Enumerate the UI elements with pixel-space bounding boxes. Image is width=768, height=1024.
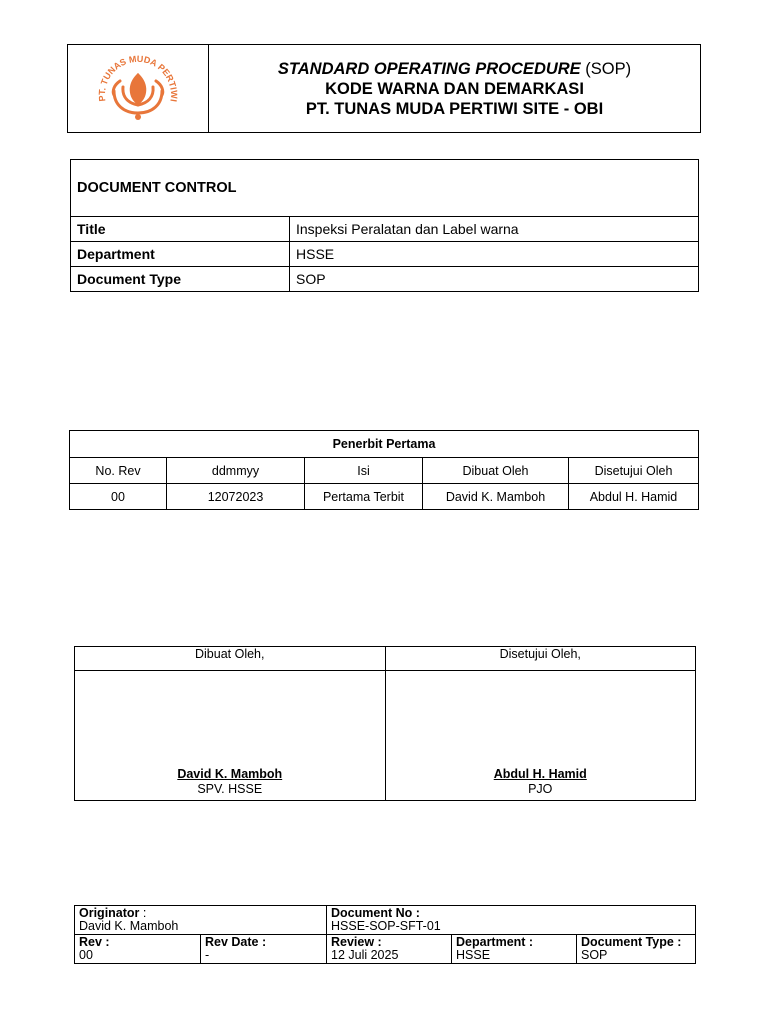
approved-by-name: Abdul H. Hamid: [493, 767, 587, 781]
table-cell: Abdul H. Hamid: [569, 484, 699, 510]
title-line-1: STANDARD OPERATING PROCEDURE (SOP): [277, 59, 632, 78]
company-logo-cell: [68, 45, 209, 133]
rev-value: 00: [79, 948, 93, 962]
column-header: Dibuat Oleh: [423, 458, 569, 484]
prepared-by-signature: [75, 671, 386, 801]
review-value: 12 Juli 2025: [331, 948, 399, 962]
approved-by-signature: [385, 671, 696, 801]
table-cell: David K. Mamboh: [423, 484, 569, 510]
table-cell: 00: [70, 484, 167, 510]
document-number-cell: [327, 906, 696, 935]
column-header: Isi: [305, 458, 423, 484]
document-control-table: [70, 159, 699, 292]
title-line-3: PT. TUNAS MUDA PERTIWI SITE - OBI: [305, 99, 604, 118]
title-label: Title: [71, 217, 290, 242]
document-number-label: Document No :: [331, 906, 420, 920]
footer-document-type-label: Document Type :: [581, 935, 682, 949]
table-header-row: [70, 458, 699, 484]
table-row: [71, 217, 699, 242]
review-label: Review :: [331, 935, 382, 949]
prepared-by-role: SPV. HSSE: [197, 782, 263, 796]
column-header: ddmmyy: [167, 458, 305, 484]
document-number-value: HSSE-SOP-SFT-01: [331, 919, 441, 933]
originator-label: Originator: [79, 906, 140, 920]
company-logo: [78, 45, 198, 127]
document-header: [67, 44, 701, 133]
review-cell: [327, 935, 452, 964]
prepared-by-heading: Dibuat Oleh,: [75, 647, 386, 671]
department-label: Department: [71, 242, 290, 267]
table-row: [71, 267, 699, 292]
revision-history-table: [69, 430, 699, 510]
title-line-2: KODE WARNA DAN DEMARKASI: [325, 79, 584, 98]
signature-table: [74, 646, 696, 801]
header-title: [209, 45, 701, 133]
rev-date-cell: [201, 935, 327, 964]
originator-cell: Originator : David K. Mamboh: [75, 906, 327, 935]
table-cell: 12072023: [167, 484, 305, 510]
rev-cell: [75, 935, 201, 964]
footer-department-value: HSSE: [456, 948, 491, 962]
rev-label: Rev :: [79, 935, 110, 949]
footer-document-type-value: SOP: [581, 948, 608, 962]
title-value: Inspeksi Peralatan dan Label warna: [290, 217, 699, 242]
originator-value: David K. Mamboh: [79, 919, 179, 933]
document-type-value: SOP: [290, 267, 699, 292]
approved-by-role: PJO: [528, 782, 553, 796]
prepared-by-name: David K. Mamboh: [177, 767, 283, 781]
footer-department-label: Department :: [456, 935, 534, 949]
column-header: No. Rev: [70, 458, 167, 484]
document-type-label: Document Type: [71, 267, 290, 292]
approved-by-heading: Disetujui Oleh,: [385, 647, 696, 671]
revision-history-heading: Penerbit Pertama: [70, 431, 699, 458]
column-header: Disetujui Oleh: [569, 458, 699, 484]
document-control-heading: DOCUMENT CONTROL: [71, 160, 699, 217]
department-value: HSSE: [290, 242, 699, 267]
table-cell: Pertama Terbit: [305, 484, 423, 510]
document-footer-table: [74, 905, 696, 964]
table-row: [71, 242, 699, 267]
document-type-cell: [577, 935, 696, 964]
svg-text:PT. TUNAS MUDA PERTIWI: PT. TUNAS MUDA PERTIWI: [96, 53, 180, 103]
rev-date-value: -: [205, 948, 210, 962]
table-row: [70, 484, 699, 510]
department-cell: [452, 935, 577, 964]
rev-date-label: Rev Date :: [205, 935, 267, 949]
